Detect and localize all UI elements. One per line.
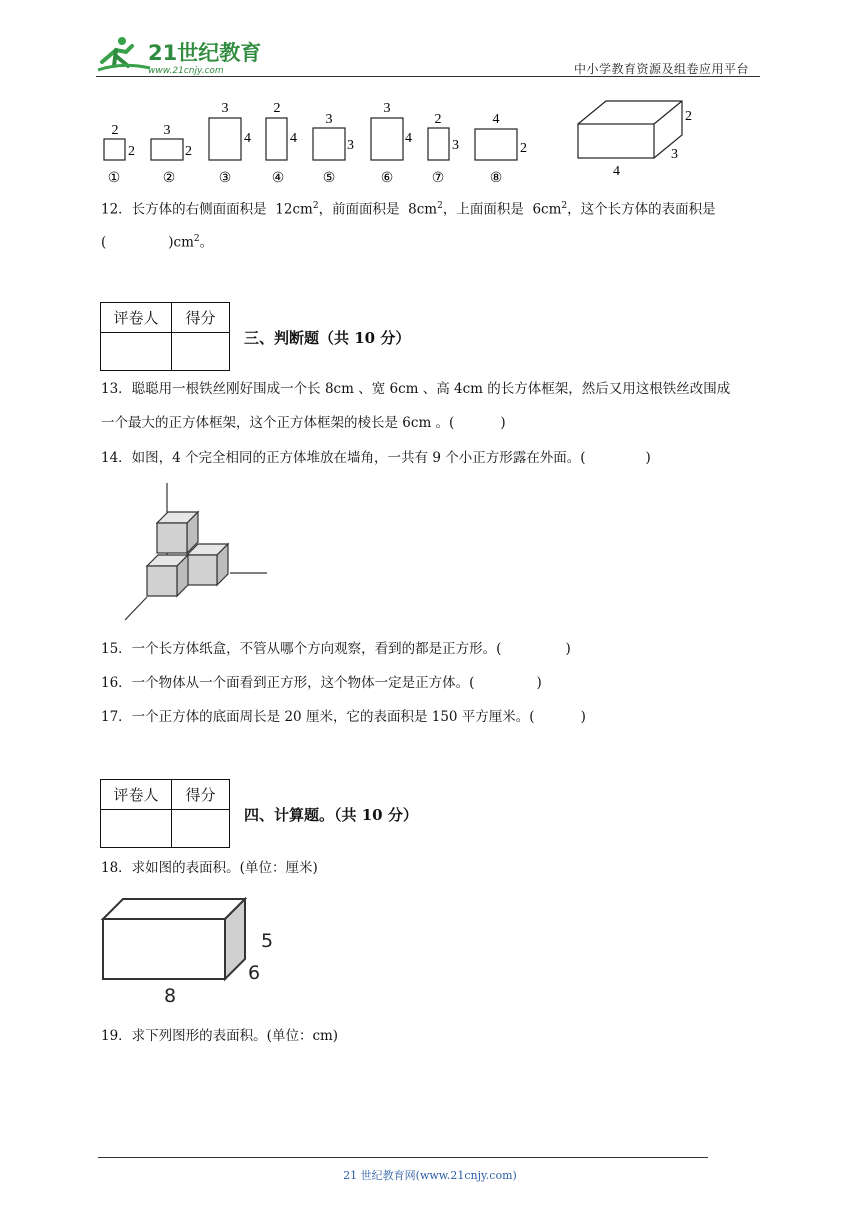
cuboid-figure-q18 xyxy=(96,893,296,1008)
svg-text:2: 2 xyxy=(185,144,192,159)
svg-text:4: 4 xyxy=(492,112,500,127)
reviewer-label: 评卷人 xyxy=(101,303,172,333)
question-18: 18．求如图的表面积。(单位：厘米) xyxy=(101,860,318,876)
svg-text:2: 2 xyxy=(434,112,442,127)
svg-text:⑤: ⑤ xyxy=(322,171,336,186)
svg-text:⑥: ⑥ xyxy=(380,171,394,186)
question-16: 16．一个物体从一个面看到正方形，这个物体一定是正方体。( ) xyxy=(101,675,542,691)
svg-text:2: 2 xyxy=(273,101,281,116)
rect-shape-2 xyxy=(151,123,192,186)
question-12-answer: ( )$cm^2$。 xyxy=(101,234,214,251)
svg-text:5: 5 xyxy=(261,930,274,952)
footer-text[interactable]: 21 世纪教育网(www.21cnjy.com) xyxy=(343,1169,517,1182)
question-14: 14．如图，4 个完全相同的正方体堆放在墙角，一共有 9 个小正方形露在外面。( ) xyxy=(101,450,651,466)
runner-icon xyxy=(98,37,150,70)
svg-text:3: 3 xyxy=(383,101,391,116)
svg-text:3: 3 xyxy=(163,123,171,138)
question-17: 17．一个正方体的底面周长是 20 厘米，它的表面积是 150 平方厘米。( ) xyxy=(101,709,586,725)
rectangles-figure xyxy=(96,96,716,188)
rect-shape-7 xyxy=(428,112,459,186)
score-label: 得分 xyxy=(172,780,230,810)
reviewer-cell[interactable] xyxy=(101,333,172,371)
svg-text:④: ④ xyxy=(271,171,285,186)
svg-text:4: 4 xyxy=(405,131,412,146)
svg-text:2: 2 xyxy=(685,109,692,124)
svg-text:3: 3 xyxy=(347,138,354,153)
rect-shape-3 xyxy=(209,101,251,186)
svg-text:①: ① xyxy=(107,171,121,186)
reviewer-label: 评卷人 xyxy=(101,780,172,810)
cuboid-figure xyxy=(578,101,682,158)
rect-shape-4 xyxy=(266,101,297,186)
section-3-title: 三、判断题（共 10 分） xyxy=(244,329,411,347)
svg-text:⑦: ⑦ xyxy=(431,171,445,186)
cubes-corner-figure xyxy=(120,480,270,625)
question-13-line1: 13．聪聪用一根铁丝刚好围成一个长 8cm 、宽 6cm 、高 4cm 的长方体框架，然后又用这根铁丝改围成 xyxy=(101,381,731,397)
svg-text:3: 3 xyxy=(325,112,333,127)
reviewer-cell[interactable] xyxy=(101,810,172,848)
svg-text:③: ③ xyxy=(218,171,232,186)
section-4-title: 四、计算题。（共 10 分） xyxy=(244,806,418,824)
rect-shape-1 xyxy=(104,123,135,186)
rect-shape-6 xyxy=(371,101,412,186)
svg-text:4: 4 xyxy=(613,164,620,179)
footer-divider xyxy=(98,1157,708,1158)
question-12: 12．长方体的右侧面面积是 $12cm^2$，前面面积是 $8cm^2$，上面面积是 $6cm^2$，这个长方体的表面积是 xyxy=(101,201,716,218)
svg-text:8: 8 xyxy=(164,985,177,1007)
svg-text:21世纪教育: 21世纪教育 xyxy=(148,41,262,65)
rect-shape-5 xyxy=(313,112,354,186)
site-logo xyxy=(92,32,262,76)
svg-text:3: 3 xyxy=(221,101,229,116)
platform-title: 中小学教育资源及组卷应用平台 xyxy=(574,62,750,76)
rect-shape-8 xyxy=(475,112,527,186)
svg-text:②: ② xyxy=(162,171,176,186)
svg-text:4: 4 xyxy=(244,131,251,146)
svg-text:3: 3 xyxy=(671,147,678,162)
question-13-line2: 一个最大的正方体框架，这个正方体框架的棱长是 6cm 。( ) xyxy=(101,415,506,431)
svg-text:2: 2 xyxy=(128,144,135,159)
svg-text:6: 6 xyxy=(248,962,261,984)
svg-text:⑧: ⑧ xyxy=(489,171,503,186)
question-15: 15．一个长方体纸盒，不管从哪个方向观察，看到的都是正方形。( ) xyxy=(101,641,571,657)
grader-table-2 xyxy=(100,779,230,848)
svg-text:2: 2 xyxy=(111,123,119,138)
svg-text:2: 2 xyxy=(520,141,527,156)
score-label: 得分 xyxy=(172,303,230,333)
score-cell[interactable] xyxy=(172,810,230,848)
svg-text:3: 3 xyxy=(452,138,459,153)
score-cell[interactable] xyxy=(172,333,230,371)
svg-text:4: 4 xyxy=(290,131,297,146)
header-divider xyxy=(96,76,760,77)
question-19: 19．求下列图形的表面积。(单位：cm) xyxy=(101,1028,339,1044)
grader-table xyxy=(100,302,230,371)
svg-text:www.21cnjy.com: www.21cnjy.com xyxy=(148,66,224,76)
